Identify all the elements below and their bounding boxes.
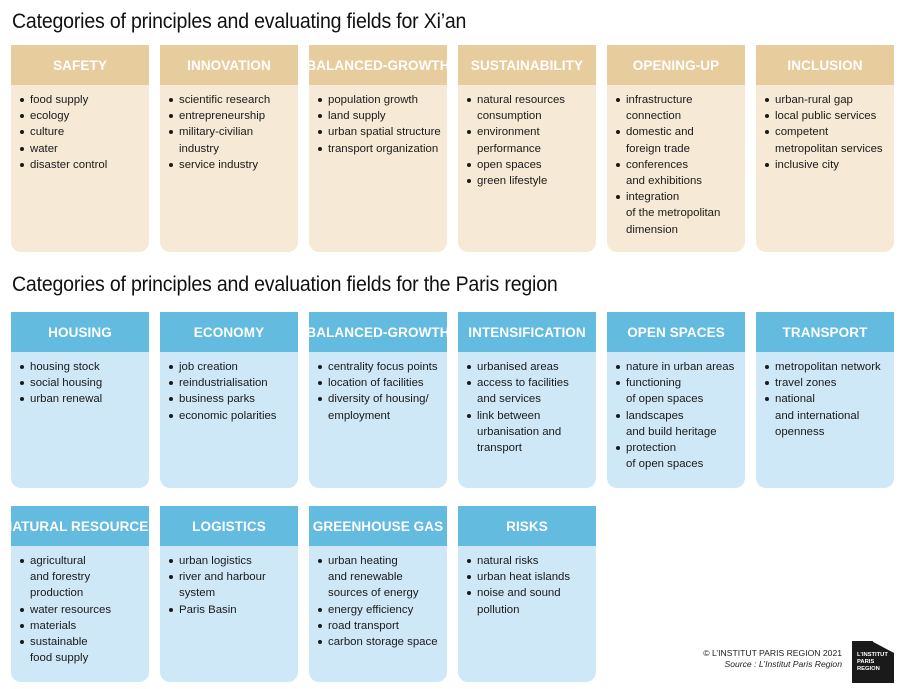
paris-card-economy xyxy=(160,312,298,488)
card-title: HOUSING xyxy=(11,312,149,352)
list-item: urban renewal xyxy=(20,391,145,407)
list-item: land supply xyxy=(318,108,443,124)
list-item: population growth xyxy=(318,92,443,108)
card-title: NATURAL RESOURCES xyxy=(11,506,149,546)
card-title: TRANSPORT xyxy=(756,312,894,352)
list-item: landscapes and build heritage xyxy=(616,408,741,440)
list-item: urban logistics xyxy=(169,553,294,569)
paris-heading: Categories of principles and evaluation fields for the Paris region xyxy=(12,273,558,296)
list-item: river and harbour system xyxy=(169,569,294,601)
card-item-list xyxy=(756,352,894,440)
list-item: urbanised areas xyxy=(467,359,592,375)
list-item: urban spatial structure xyxy=(318,124,443,140)
list-item: natural risks xyxy=(467,553,592,569)
card-item-list xyxy=(160,352,298,424)
paris-card-open-spaces xyxy=(607,312,745,488)
card-item-list xyxy=(160,546,298,618)
list-item: integration of the metropolitan dimension xyxy=(616,189,741,238)
list-item: noise and sound pollution xyxy=(467,585,592,617)
list-item: centrality focus points xyxy=(318,359,443,375)
list-item: economic polarities xyxy=(169,408,294,424)
list-item: natural resources consumption xyxy=(467,92,592,124)
list-item: agricultural and forestry production xyxy=(20,553,145,602)
card-item-list xyxy=(756,85,894,173)
card-title: RISKS xyxy=(458,506,596,546)
list-item: travel zones xyxy=(765,375,890,391)
list-item: materials xyxy=(20,618,145,634)
card-title: OPENING-UP xyxy=(607,45,745,85)
logo-line-1: L’INSTITUT xyxy=(857,651,888,658)
card-item-list xyxy=(11,85,149,173)
list-item: service industry xyxy=(169,157,294,173)
card-item-list xyxy=(309,85,447,157)
list-item: location of facilities xyxy=(318,375,443,391)
list-item: food supply xyxy=(20,92,145,108)
card-item-list xyxy=(458,85,596,189)
list-item: military-civilian industry xyxy=(169,124,294,156)
card-item-list xyxy=(309,352,447,424)
card-title: LOGISTICS xyxy=(160,506,298,546)
list-item: environment performance xyxy=(467,124,592,156)
card-title: SUSTAINABILITY xyxy=(458,45,596,85)
list-item: Paris Basin xyxy=(169,602,294,618)
list-item: national and international openness xyxy=(765,391,890,440)
list-item: protection of open spaces xyxy=(616,440,741,472)
list-item: conferences and exhibitions xyxy=(616,157,741,189)
paris-card-housing xyxy=(11,312,149,488)
card-item-list xyxy=(309,546,447,650)
xian-heading: Categories of principles and evaluating fields for Xi’an xyxy=(12,10,467,33)
list-item: housing stock xyxy=(20,359,145,375)
institut-logo xyxy=(852,641,894,683)
xian-card-inclusion xyxy=(756,45,894,252)
list-item: diversity of housing/ employment xyxy=(318,391,443,423)
card-title: ECONOMY xyxy=(160,312,298,352)
list-item: sustainable food supply xyxy=(20,634,145,666)
paris-card-risks xyxy=(458,506,596,682)
card-title: INNOVATION xyxy=(160,45,298,85)
paris-card-balanced-growth xyxy=(306,312,450,488)
paris-card-logistics xyxy=(160,506,298,682)
list-item: reindustrialisation xyxy=(169,375,294,391)
paris-card-natural-resources xyxy=(2,506,158,682)
list-item: urban heat islands xyxy=(467,569,592,585)
list-item: inclusive city xyxy=(765,157,890,173)
list-item: road transport xyxy=(318,618,443,634)
logo-line-3: REGION xyxy=(857,665,880,672)
logo-line-2: PARIS xyxy=(857,658,875,665)
list-item: link between urbanisation and transport xyxy=(467,408,592,457)
list-item: business parks xyxy=(169,391,294,407)
list-item: functioning of open spaces xyxy=(616,375,741,407)
source-text: Source : L’Institut Paris Region xyxy=(724,659,842,669)
xian-card-innovation xyxy=(160,45,298,252)
list-item: ecology xyxy=(20,108,145,124)
list-item: job creation xyxy=(169,359,294,375)
list-item: competent metropolitan services xyxy=(765,124,890,156)
card-item-list xyxy=(11,352,149,408)
list-item: access to facilities and services xyxy=(467,375,592,407)
list-item: metropolitan network xyxy=(765,359,890,375)
card-item-list xyxy=(458,352,596,456)
list-item: domestic and foreign trade xyxy=(616,124,741,156)
card-title: GREENHOUSE GAS xyxy=(309,506,447,546)
list-item: scientific research xyxy=(169,92,294,108)
card-item-list xyxy=(11,546,149,666)
card-title: BALANCED-GROWTH xyxy=(309,312,447,352)
card-title: INCLUSION xyxy=(756,45,894,85)
list-item: urban heating and renewable sources of energy xyxy=(318,553,443,602)
list-item: green lifestyle xyxy=(467,173,592,189)
paris-card-greenhouse-gas xyxy=(309,506,447,682)
card-title: OPEN SPACES xyxy=(607,312,745,352)
list-item: urban-rural gap xyxy=(765,92,890,108)
list-item: nature in urban areas xyxy=(616,359,741,375)
card-item-list xyxy=(160,85,298,173)
list-item: disaster control xyxy=(20,157,145,173)
list-item: water resources xyxy=(20,602,145,618)
list-item: culture xyxy=(20,124,145,140)
list-item: transport organization xyxy=(318,141,443,157)
list-item: entrepreneurship xyxy=(169,108,294,124)
list-item: local public services xyxy=(765,108,890,124)
card-title: INTENSIFICATION xyxy=(458,312,596,352)
card-item-list xyxy=(458,546,596,618)
list-item: social housing xyxy=(20,375,145,391)
card-title: BALANCED-GROWTH xyxy=(309,45,447,85)
xian-card-sustainability xyxy=(458,45,596,252)
xian-card-safety xyxy=(11,45,149,252)
list-item: water xyxy=(20,141,145,157)
list-item: carbon storage space xyxy=(318,634,443,650)
card-item-list xyxy=(607,85,745,238)
list-item: infrastructure connection xyxy=(616,92,741,124)
paris-card-intensification xyxy=(458,312,596,488)
card-item-list xyxy=(607,352,745,472)
copyright-text: © L’INSTITUT PARIS REGION 2021 xyxy=(703,648,842,658)
credit-block xyxy=(703,648,842,670)
xian-card-opening-up xyxy=(607,45,745,252)
list-item: energy efficiency xyxy=(318,602,443,618)
card-title: SAFETY xyxy=(11,45,149,85)
list-item: open spaces xyxy=(467,157,592,173)
xian-card-balanced-growth xyxy=(306,45,450,252)
paris-card-transport xyxy=(756,312,894,488)
